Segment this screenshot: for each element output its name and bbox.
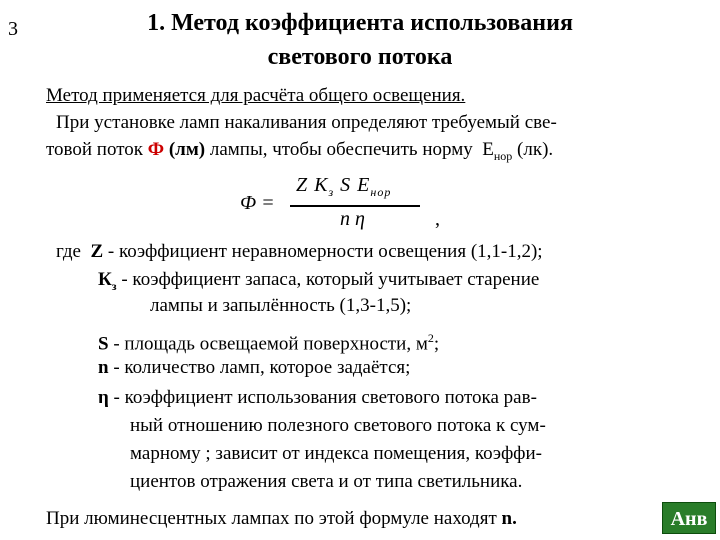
n-definition: - количество ламп, которое задаётся; [113,357,411,378]
fraction-bar [290,205,420,207]
formula [240,170,470,240]
def-n [98,356,410,380]
paragraph-line-1: При установке ламп накаливания определяют требуемый све- [56,112,557,133]
z-symbol: Z [90,241,104,262]
slide-number: 3 [8,18,18,40]
def-eta-cont-2: марному ; зависит от индекса помещения, коэффи- [130,443,542,464]
paragraph-text: товой поток [46,139,144,160]
z-definition: - коэффициент неравномерности освещения (1,1-1,2); [107,241,543,262]
lk-unit: (лк). [517,139,554,160]
formula-comma: , [435,208,440,230]
lm-unit: (лм) [168,139,206,160]
anv-button[interactable]: Анв [662,502,716,534]
n-symbol: n [98,357,109,378]
eta-definition: - коэффициент использования светового потока рав- [113,387,537,408]
paragraph-text: лампы, чтобы обеспечить норму [209,139,473,160]
formula-denominator: n η [340,208,365,230]
phi-symbol: Ф [147,139,165,160]
k-definition: - коэффициент запаса, который учитывает старение [121,269,540,290]
e-symbol: Е [482,139,494,160]
def-eta [98,386,537,410]
paragraph-line-2 [46,138,553,168]
k-symbol: $К_з$ [98,269,117,293]
def-z: где Z - коэффициент неравномерности освещения (1,1-1,2); [56,241,543,262]
footer-text: При люминесцентных лампах по этой формуле находят [46,508,497,529]
footer-n: n. [501,508,517,529]
s-definition: - площадь освещаемой поверхности, м [113,333,428,355]
def-k-cont: лампы и запылённость (1,3-1,5); [150,295,412,316]
formula-numerator: Z $K_з$ S $E_{нор}$ [296,174,392,199]
title-line-1: 1. Метод коэффициента использования [147,10,573,36]
intro-sentence: Метод применяется для расчёта общего освещения. [46,85,466,106]
def-eta-cont-3: циентов отражения света и от типа светильника. [130,471,523,492]
formula-lhs: Ф = [240,192,275,214]
def-eta-cont-1: ный отношению полезного светового потока к сум- [130,415,546,436]
nor-subscript: нор [493,148,513,163]
eta-symbol: η [98,387,109,408]
footer-line [46,507,517,531]
def-s: S - площадь освещаемой поверхности, $м^2$; [98,331,440,355]
title-line-2: светового потока [267,44,453,70]
s-symbol: S [98,333,109,355]
